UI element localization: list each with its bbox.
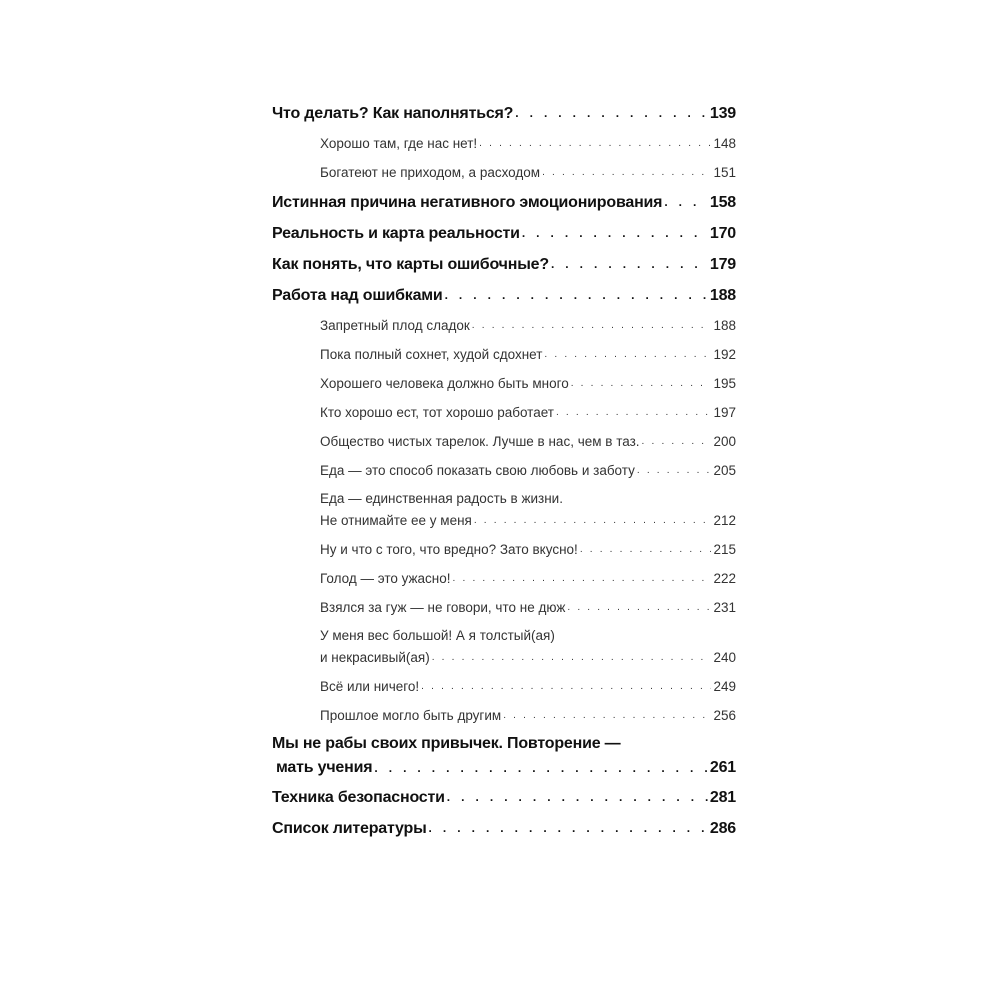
toc-entry-page: 286 xyxy=(709,820,736,837)
toc-entry-title: Реальность и карта реальности xyxy=(272,225,520,242)
toc-entry[interactable] xyxy=(272,701,736,730)
toc-entry-title: Богатеют не приходом, а расходом xyxy=(320,165,541,180)
toc-entry-title: Хорошо там, где нас нет! xyxy=(320,136,478,151)
toc-entry[interactable] xyxy=(272,369,736,398)
toc-entry-title: Запретный плод сладок xyxy=(320,318,470,333)
dot-leader xyxy=(551,249,708,280)
toc-entry[interactable] xyxy=(272,622,736,672)
dot-leader xyxy=(515,98,708,129)
toc-entry-page: 256 xyxy=(713,708,736,723)
table-of-contents xyxy=(272,98,736,844)
toc-entry-title-line2: и некрасивый(ая) xyxy=(320,650,430,665)
toc-entry[interactable] xyxy=(272,535,736,564)
toc-entry-page: 231 xyxy=(713,600,736,615)
toc-entry-page: 212 xyxy=(713,513,736,528)
dot-leader xyxy=(453,564,712,593)
toc-entry[interactable] xyxy=(272,280,736,311)
toc-entry[interactable] xyxy=(272,311,736,340)
toc-entry-title: Общество чистых тарелок. Лучше в нас, чем в таз. xyxy=(320,434,640,449)
toc-entry-page: 179 xyxy=(709,256,736,273)
toc-entry-title: Хорошего человека должно быть много xyxy=(320,376,569,391)
dot-leader xyxy=(567,593,711,622)
toc-entry-title: Пока полный сохнет, худой сдохнет xyxy=(320,347,543,362)
dot-leader xyxy=(580,535,712,564)
toc-entry[interactable] xyxy=(272,158,736,187)
dot-leader xyxy=(503,701,711,730)
dot-leader xyxy=(664,187,708,218)
dot-leader xyxy=(421,672,711,701)
toc-entry-page: 148 xyxy=(713,136,736,151)
dot-leader xyxy=(642,427,712,456)
toc-entry[interactable] xyxy=(272,187,736,218)
toc-entry-page: 188 xyxy=(713,318,736,333)
toc-entry-title-line1: У меня вес большой! А я толстый(ая) xyxy=(320,628,555,643)
toc-entry-title: Прошлое могло быть другим xyxy=(320,708,502,723)
toc-entry[interactable] xyxy=(272,129,736,158)
dot-leader xyxy=(556,398,712,427)
toc-entry-title: Взялся за гуж — не говори, что не дюж xyxy=(320,600,566,615)
toc-entry-page: 205 xyxy=(713,463,736,478)
dot-leader xyxy=(429,813,708,844)
toc-entry-title: Техника безопасности xyxy=(272,789,445,806)
toc-entry[interactable] xyxy=(272,485,736,535)
toc-entry[interactable] xyxy=(272,427,736,456)
toc-entry-page: 188 xyxy=(709,287,736,304)
toc-entry-page: 195 xyxy=(713,376,736,391)
dot-leader xyxy=(542,158,711,187)
toc-entry[interactable] xyxy=(272,730,736,782)
toc-entry-title: Всё или ничего! xyxy=(320,679,420,694)
dot-leader xyxy=(445,280,708,311)
toc-entry-title: Кто хорошо ест, тот хорошо работает xyxy=(320,405,554,420)
toc-entry-page: 139 xyxy=(709,105,736,122)
toc-entry[interactable] xyxy=(272,249,736,280)
toc-entry-page: 240 xyxy=(713,650,736,665)
toc-entry[interactable] xyxy=(272,98,736,129)
dot-leader xyxy=(432,647,712,669)
toc-entry[interactable] xyxy=(272,564,736,593)
toc-entry[interactable] xyxy=(272,782,736,813)
toc-entry-page: 261 xyxy=(709,759,736,776)
dot-leader xyxy=(447,782,708,813)
toc-entry-title: Что делать? Как наполняться? xyxy=(272,105,514,122)
toc-entry-title: Как понять, что карты ошибочные? xyxy=(272,256,549,273)
toc-entry-title: Работа над ошибками xyxy=(272,287,443,304)
toc-entry[interactable] xyxy=(272,218,736,249)
dot-leader xyxy=(522,218,708,249)
toc-entry-page: 249 xyxy=(713,679,736,694)
dot-leader xyxy=(544,340,711,369)
toc-entry-title-line2: мать учения xyxy=(276,759,373,776)
toc-entry[interactable] xyxy=(272,593,736,622)
toc-entry-title: Список литературы xyxy=(272,820,427,837)
toc-entry-page: 151 xyxy=(713,165,736,180)
toc-entry-page: 192 xyxy=(713,347,736,362)
toc-entry-title-line2: Не отнимайте ее у меня xyxy=(320,513,472,528)
toc-entry-title: Голод — это ужасно! xyxy=(320,571,451,586)
toc-entry[interactable] xyxy=(272,398,736,427)
dot-leader xyxy=(479,129,711,158)
toc-entry-page: 170 xyxy=(709,225,736,242)
toc-entry-title-line1: Мы не рабы своих привычек. Повторение — xyxy=(272,735,621,752)
toc-entry-page: 281 xyxy=(709,789,736,806)
toc-entry-title: Ну и что с того, что вредно? Зато вкусно! xyxy=(320,542,578,557)
toc-entry[interactable] xyxy=(272,456,736,485)
dot-leader xyxy=(637,456,712,485)
dot-leader xyxy=(571,369,712,398)
toc-entry-page: 215 xyxy=(713,542,736,557)
toc-entry[interactable] xyxy=(272,672,736,701)
dot-leader xyxy=(474,510,712,532)
toc-entry-title: Истинная причина негативного эмоционирования xyxy=(272,194,663,211)
toc-entry-page: 200 xyxy=(713,434,736,449)
dot-leader xyxy=(472,311,712,340)
toc-entry-page: 222 xyxy=(713,571,736,586)
toc-entry-page: 197 xyxy=(713,405,736,420)
toc-entry[interactable] xyxy=(272,813,736,844)
toc-entry[interactable] xyxy=(272,340,736,369)
toc-entry-title: Еда — это способ показать свою любовь и заботу xyxy=(320,463,635,478)
dot-leader xyxy=(374,756,708,780)
toc-entry-title-line1: Еда — единственная радость в жизни. xyxy=(320,491,563,506)
toc-entry-page: 158 xyxy=(709,194,736,211)
